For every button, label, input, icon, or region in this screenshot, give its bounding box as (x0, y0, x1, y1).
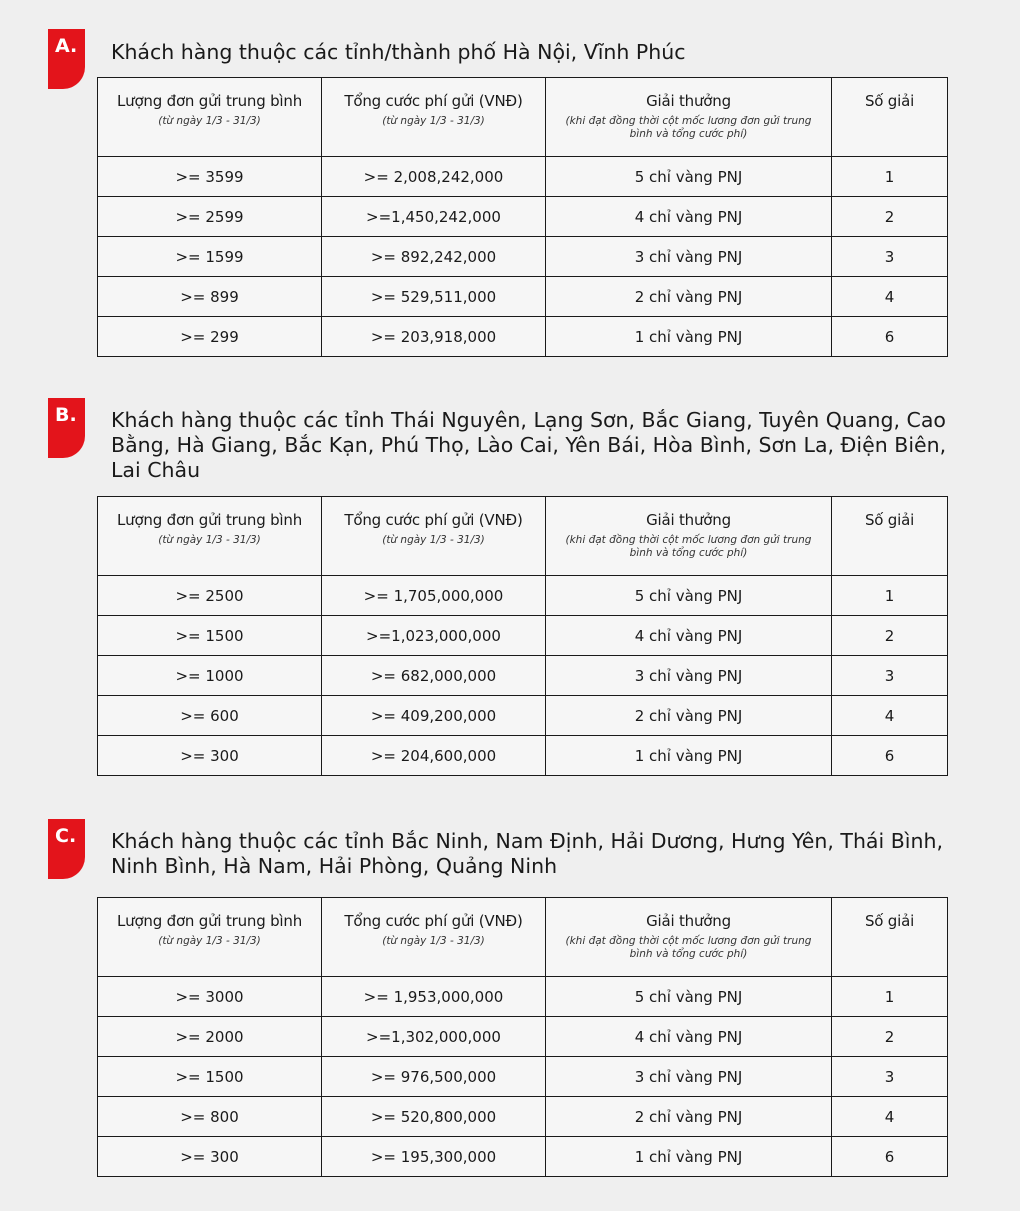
cell-count: 2 (832, 1017, 948, 1057)
cell-prize: 4 chỉ vàng PNJ (546, 197, 832, 237)
header-prize: Giải thưởng (khi đạt đồng thời cột mốc lương đơn gửi trung bình và tổng cước phí) (546, 497, 832, 576)
cell-prize: 3 chỉ vàng PNJ (546, 656, 832, 696)
cell-orders: >= 1500 (98, 1057, 322, 1097)
header-fee: Tổng cước phí gửi (VNĐ) (từ ngày 1/3 - 31/3) (322, 78, 546, 157)
cell-fee: >= 892,242,000 (322, 237, 546, 277)
cell-orders: >= 3000 (98, 977, 322, 1017)
cell-fee: >= 1,705,000,000 (322, 576, 546, 616)
table-row (98, 736, 948, 776)
cell-count: 1 (832, 977, 948, 1017)
cell-count: 3 (832, 656, 948, 696)
cell-prize: 2 chỉ vàng PNJ (546, 696, 832, 736)
section-b-badge: B. (48, 398, 85, 458)
header-orders: Lượng đơn gửi trung bình (từ ngày 1/3 - 31/3) (98, 78, 322, 157)
cell-prize: 2 chỉ vàng PNJ (546, 1097, 832, 1137)
cell-prize: 5 chỉ vàng PNJ (546, 157, 832, 197)
cell-count: 4 (832, 1097, 948, 1137)
cell-count: 6 (832, 1137, 948, 1177)
cell-fee: >=1,302,000,000 (322, 1017, 546, 1057)
cell-count: 6 (832, 736, 948, 776)
header-count: Số giải (832, 898, 948, 977)
cell-orders: >= 300 (98, 1137, 322, 1177)
cell-fee: >= 1,953,000,000 (322, 977, 546, 1017)
cell-prize: 3 chỉ vàng PNJ (546, 237, 832, 277)
table-row (98, 616, 948, 656)
cell-count: 2 (832, 197, 948, 237)
table-header-row (98, 497, 948, 576)
table-header-row (98, 898, 948, 977)
cell-orders: >= 1500 (98, 616, 322, 656)
table-row (98, 277, 948, 317)
cell-orders: >= 1000 (98, 656, 322, 696)
cell-fee: >= 204,600,000 (322, 736, 546, 776)
table-header-row (98, 78, 948, 157)
table-row (98, 1137, 948, 1177)
cell-orders: >= 2000 (98, 1017, 322, 1057)
cell-orders: >= 2500 (98, 576, 322, 616)
section-c-badge: C. (48, 819, 85, 879)
cell-orders: >= 800 (98, 1097, 322, 1137)
cell-count: 4 (832, 277, 948, 317)
table-row (98, 237, 948, 277)
section-a-badge: A. (48, 29, 85, 89)
cell-count: 2 (832, 616, 948, 656)
cell-prize: 1 chỉ vàng PNJ (546, 736, 832, 776)
cell-prize: 1 chỉ vàng PNJ (546, 317, 832, 357)
table-row (98, 576, 948, 616)
cell-count: 3 (832, 237, 948, 277)
cell-fee: >= 682,000,000 (322, 656, 546, 696)
cell-prize: 5 chỉ vàng PNJ (546, 977, 832, 1017)
header-count: Số giải (832, 78, 948, 157)
table-row (98, 1097, 948, 1137)
table-row (98, 157, 948, 197)
cell-orders: >= 299 (98, 317, 322, 357)
table-row (98, 317, 948, 357)
prize-table-b (97, 496, 948, 776)
cell-orders: >= 300 (98, 736, 322, 776)
cell-fee: >=1,023,000,000 (322, 616, 546, 656)
cell-fee: >= 409,200,000 (322, 696, 546, 736)
table-row (98, 977, 948, 1017)
cell-orders: >= 600 (98, 696, 322, 736)
cell-orders: >= 3599 (98, 157, 322, 197)
cell-count: 6 (832, 317, 948, 357)
cell-fee: >= 195,300,000 (322, 1137, 546, 1177)
cell-orders: >= 1599 (98, 237, 322, 277)
cell-fee: >= 976,500,000 (322, 1057, 546, 1097)
table-row (98, 696, 948, 736)
table-row (98, 1017, 948, 1057)
table-row (98, 197, 948, 237)
header-prize: Giải thưởng (khi đạt đồng thời cột mốc lương đơn gửi trung bình và tổng cước phí) (546, 78, 832, 157)
cell-prize: 4 chỉ vàng PNJ (546, 616, 832, 656)
cell-fee: >= 203,918,000 (322, 317, 546, 357)
header-fee: Tổng cước phí gửi (VNĐ) (từ ngày 1/3 - 31/3) (322, 497, 546, 576)
prize-table-c (97, 897, 948, 1177)
section-a-title: Khách hàng thuộc các tỉnh/thành phố Hà Nội, Vĩnh Phúc (111, 40, 686, 64)
header-fee: Tổng cước phí gửi (VNĐ) (từ ngày 1/3 - 31/3) (322, 898, 546, 977)
cell-orders: >= 2599 (98, 197, 322, 237)
header-orders: Lượng đơn gửi trung bình (từ ngày 1/3 - 31/3) (98, 898, 322, 977)
header-count: Số giải (832, 497, 948, 576)
header-orders: Lượng đơn gửi trung bình (từ ngày 1/3 - 31/3) (98, 497, 322, 576)
cell-count: 4 (832, 696, 948, 736)
cell-fee: >=1,450,242,000 (322, 197, 546, 237)
cell-orders: >= 899 (98, 277, 322, 317)
header-prize: Giải thưởng (khi đạt đồng thời cột mốc lương đơn gửi trung bình và tổng cước phí) (546, 898, 832, 977)
cell-count: 3 (832, 1057, 948, 1097)
cell-prize: 3 chỉ vàng PNJ (546, 1057, 832, 1097)
prize-table-a (97, 77, 948, 357)
table-row (98, 1057, 948, 1097)
cell-fee: >= 529,511,000 (322, 277, 546, 317)
cell-prize: 2 chỉ vàng PNJ (546, 277, 832, 317)
cell-fee: >= 520,800,000 (322, 1097, 546, 1137)
cell-prize: 5 chỉ vàng PNJ (546, 576, 832, 616)
section-c-title: Khách hàng thuộc các tỉnh Bắc Ninh, Nam Định, Hải Dương, Hưng Yên, Thái Bình, Ninh Bình, Hà Nam, Hải Phòng, Quảng Ninh (111, 829, 943, 878)
section-b-title: Khách hàng thuộc các tỉnh Thái Nguyên, Lạng Sơn, Bắc Giang, Tuyên Quang, Cao Bằng, Hà Giang, Bắc Kạn, Phú Thọ, Lào Cai, Yên Bái, Hòa Bình, Sơn La, Điện Biên, Lai Châu (111, 408, 947, 482)
cell-fee: >= 2,008,242,000 (322, 157, 546, 197)
cell-prize: 1 chỉ vàng PNJ (546, 1137, 832, 1177)
cell-prize: 4 chỉ vàng PNJ (546, 1017, 832, 1057)
cell-count: 1 (832, 576, 948, 616)
table-row (98, 656, 948, 696)
cell-count: 1 (832, 157, 948, 197)
